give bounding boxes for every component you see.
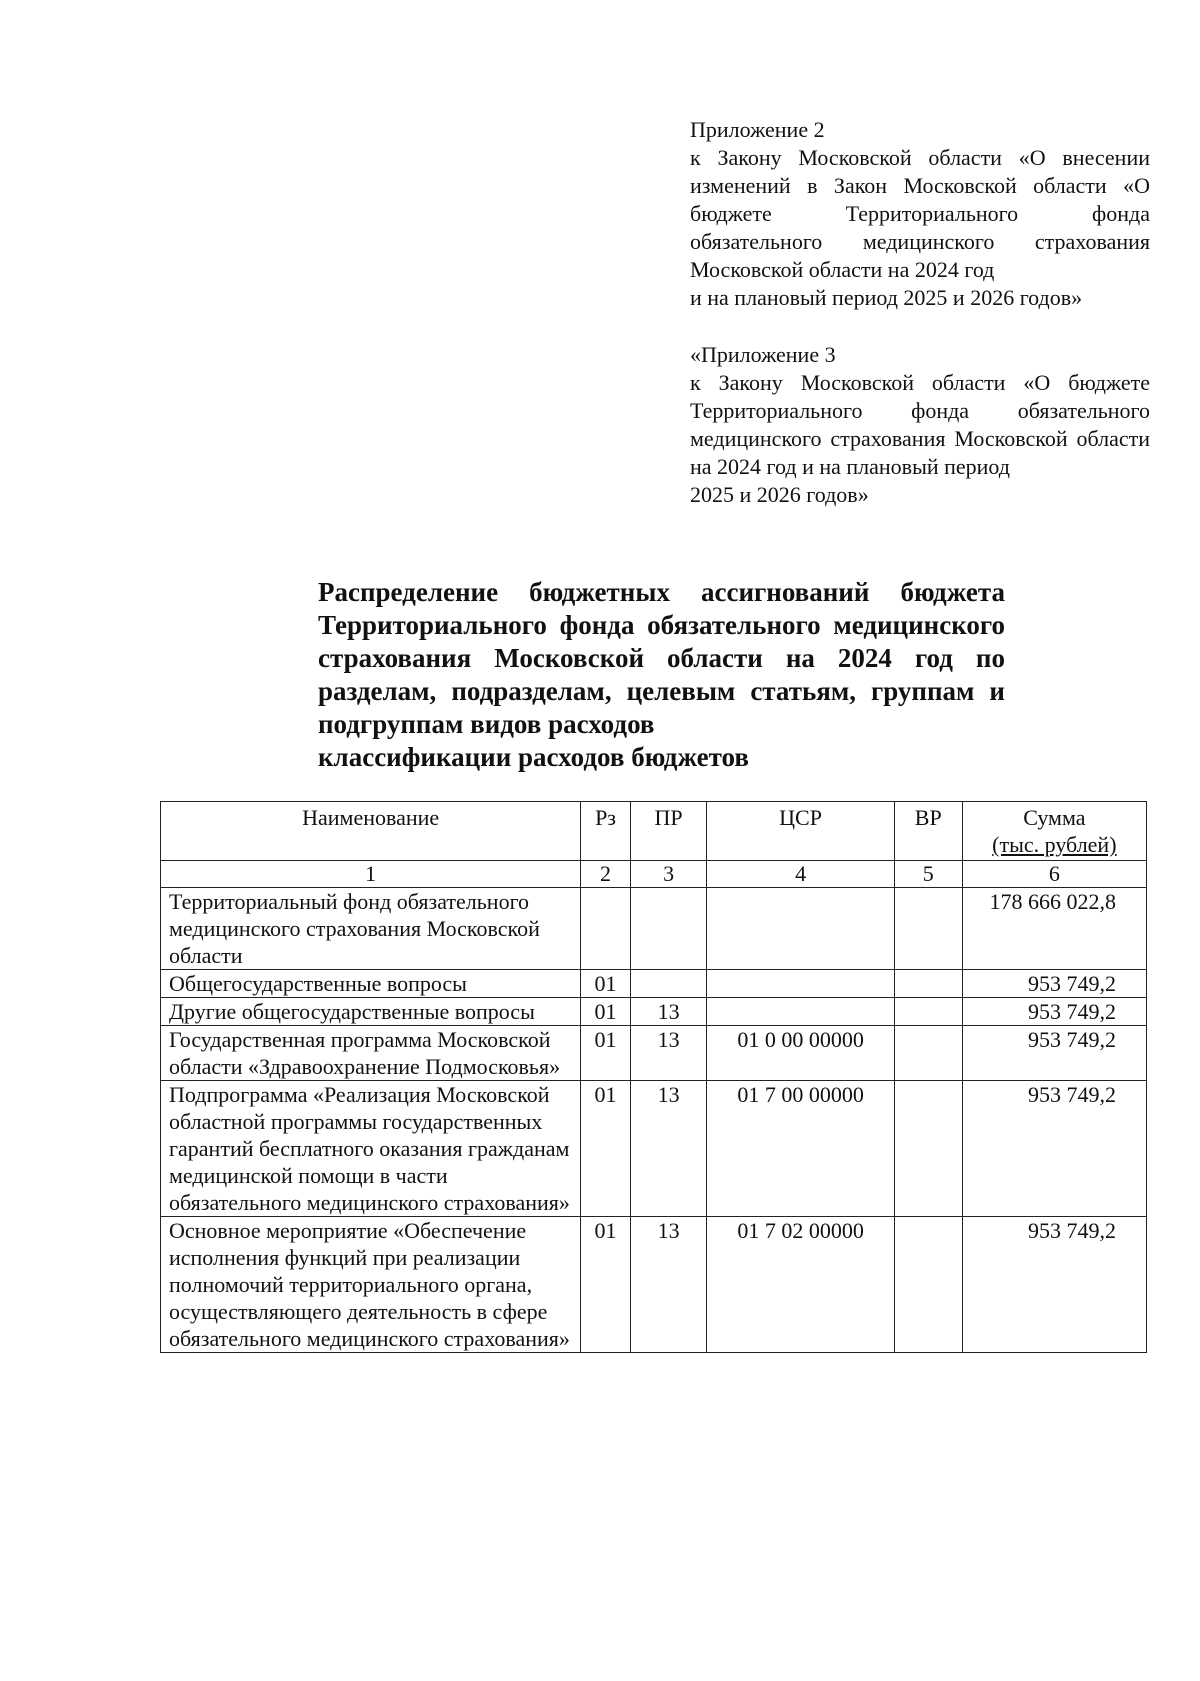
row-name: Общегосударственные вопросы (161, 970, 581, 998)
table-row (161, 1081, 1147, 1217)
row-vr (894, 888, 962, 970)
row-csr: 01 7 02 00000 (707, 1217, 895, 1353)
header-sum-line2: (тыс. рублей) (992, 832, 1117, 857)
row-sum: 953 749,2 (962, 1217, 1146, 1353)
table-row (161, 970, 1147, 998)
row-rz: 01 (581, 970, 631, 998)
row-name: Территориальный фонд обязательного медицинского страхования Московской области (161, 888, 581, 970)
appendix-2-body: к Закону Московской области «О внесении изменений в Закон Московской области «О бюджете Территориального фонда обязательного медицинского страхования Московской области на 2024 год (690, 145, 1150, 282)
budget-table (160, 801, 1147, 1353)
table-row (161, 998, 1147, 1026)
header-name: Наименование (161, 802, 581, 861)
column-number: 3 (630, 861, 707, 888)
row-pr: 13 (630, 1026, 707, 1081)
appendix-3-label: «Приложение 3 (690, 342, 836, 367)
row-sum: 953 749,2 (962, 1026, 1146, 1081)
row-csr: 01 7 00 00000 (707, 1081, 895, 1217)
header-pr: ПР (630, 802, 707, 861)
row-pr (630, 888, 707, 970)
row-rz: 01 (581, 1081, 631, 1217)
row-pr: 13 (630, 1081, 707, 1217)
row-rz: 01 (581, 998, 631, 1026)
row-vr (894, 1081, 962, 1217)
row-name: Основное мероприятие «Обеспечение исполнения функций при реализации полномочий территориального органа, осуществляющего деятельность в сфере обязательного медицинского страхования» (161, 1217, 581, 1353)
header-sum-line1: Сумма (1023, 805, 1086, 830)
table-header-row (161, 802, 1147, 861)
row-csr: 01 0 00 00000 (707, 1026, 895, 1081)
row-name: Подпрограмма «Реализация Московской областной программы государственных гарантий бесплатного оказания гражданам медицинской помощи в части обязательного медицинского страхования» (161, 1081, 581, 1217)
table-row (161, 1217, 1147, 1353)
appendix-2-header (690, 116, 1150, 312)
row-csr (707, 998, 895, 1026)
row-csr (707, 888, 895, 970)
column-number: 1 (161, 861, 581, 888)
header-csr: ЦСР (707, 802, 895, 861)
row-rz: 01 (581, 1217, 631, 1353)
column-number: 5 (894, 861, 962, 888)
appendix-3-header (690, 341, 1150, 509)
row-rz (581, 888, 631, 970)
row-rz: 01 (581, 1026, 631, 1081)
row-pr (630, 970, 707, 998)
column-number: 4 (707, 861, 895, 888)
row-pr: 13 (630, 998, 707, 1026)
document-title (318, 576, 1005, 774)
row-sum: 178 666 022,8 (962, 888, 1146, 970)
table-row (161, 888, 1147, 970)
column-number-row (161, 861, 1147, 888)
row-vr (894, 1026, 962, 1081)
header-vr: ВР (894, 802, 962, 861)
header-rz: Рз (581, 802, 631, 861)
row-name: Государственная программа Московской области «Здравоохранение Подмосковья» (161, 1026, 581, 1081)
row-sum: 953 749,2 (962, 1081, 1146, 1217)
row-pr: 13 (630, 1217, 707, 1353)
row-vr (894, 970, 962, 998)
appendix-3-tail: 2025 и 2026 годов» (690, 482, 869, 507)
document-title-main: Распределение бюджетных ассигнований бюджета Территориального фонда обязательного медицинского страхования Московской области на 2024 год по разделам, подразделам, целевым статьям, группам и подгруппам видов расходов (318, 577, 1005, 739)
row-sum: 953 749,2 (962, 998, 1146, 1026)
appendix-2-label: Приложение 2 (690, 117, 825, 142)
header-sum (962, 802, 1146, 861)
row-sum: 953 749,2 (962, 970, 1146, 998)
row-csr (707, 970, 895, 998)
table-row (161, 1026, 1147, 1081)
appendix-3-body: к Закону Московской области «О бюджете Территориального фонда обязательного медицинского страхования Московской области на 2024 год и на плановый период (690, 370, 1150, 479)
document-title-last: классификации расходов бюджетов (318, 742, 749, 772)
column-number: 2 (581, 861, 631, 888)
row-vr (894, 998, 962, 1026)
appendix-2-tail: и на плановый период 2025 и 2026 годов» (690, 285, 1083, 310)
row-name: Другие общегосударственные вопросы (161, 998, 581, 1026)
column-number: 6 (962, 861, 1146, 888)
row-vr (894, 1217, 962, 1353)
